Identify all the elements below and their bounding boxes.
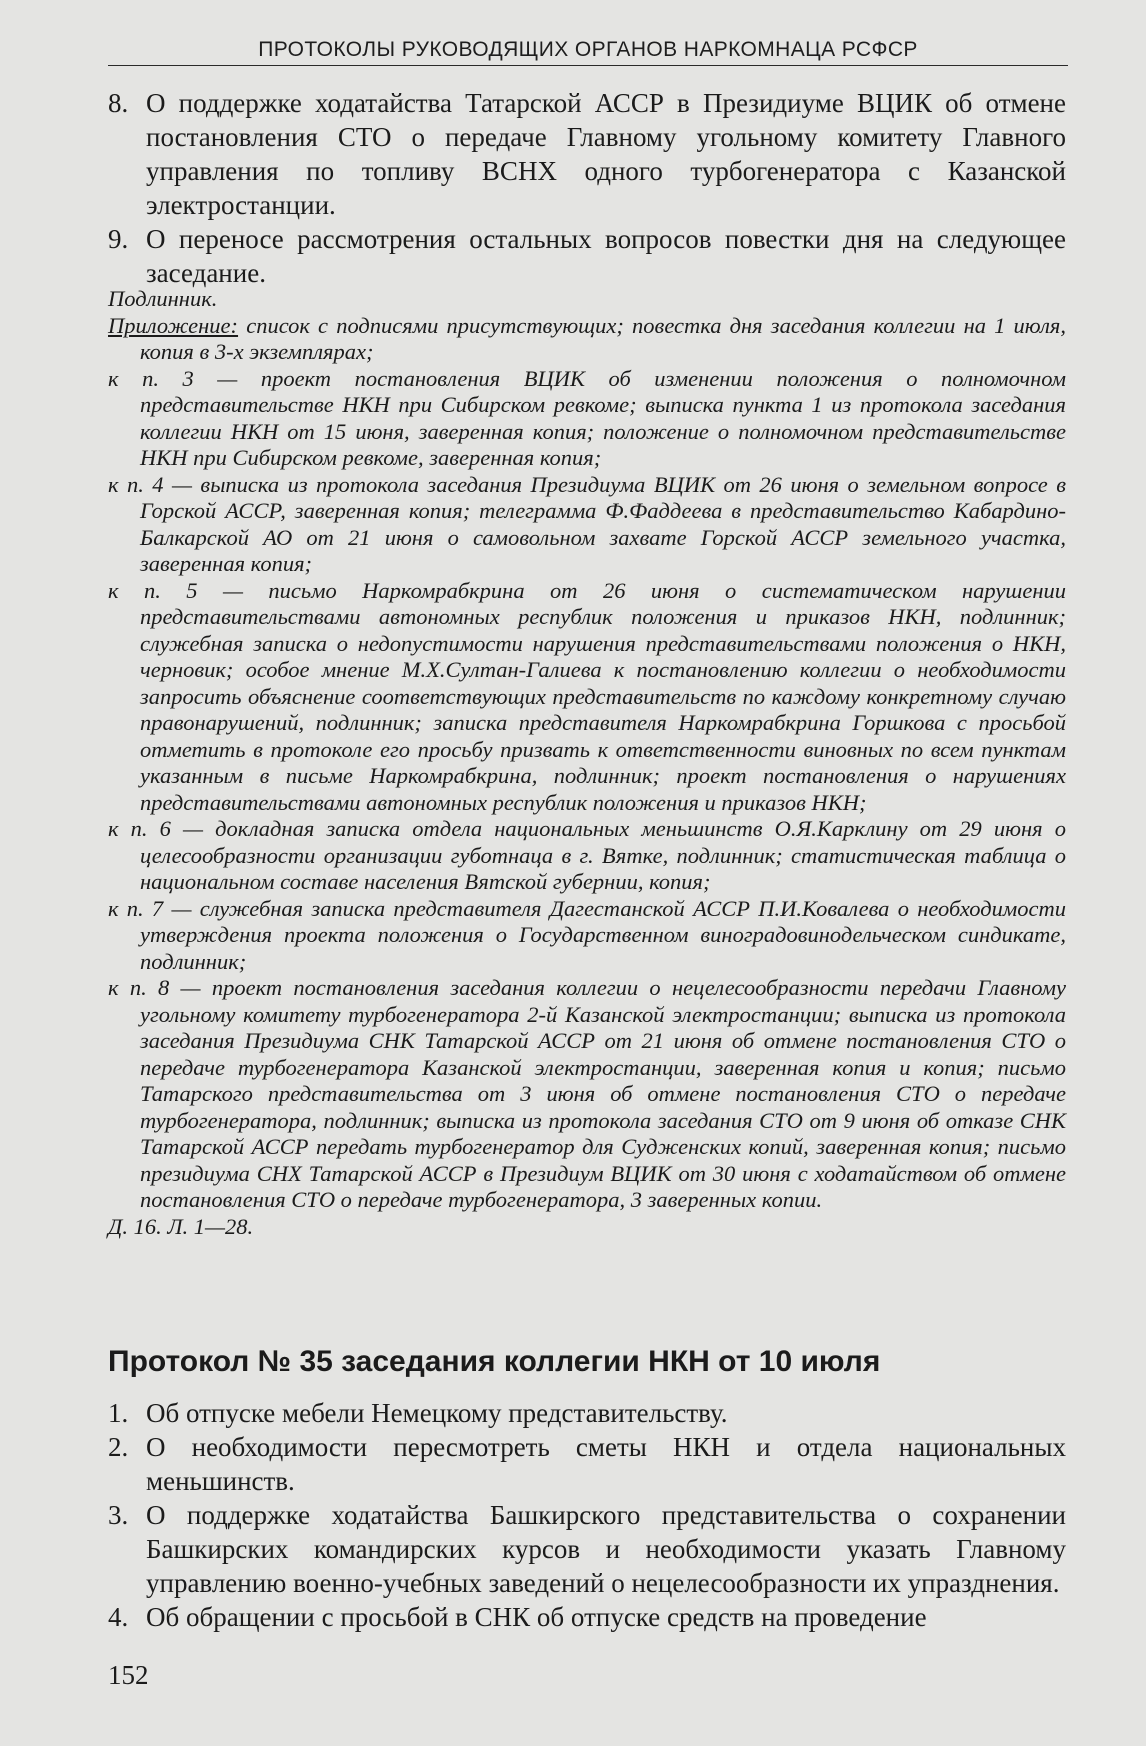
appendix-entry: к п. 5 — письмо Наркомрабкрина от 26 июня о систематическом нарушении представительствами автономных республик положения и приказов НКН, подлинник; служебная записка о недопустимости нарушения представительствами положения о НКН, черновик; особое мнение М.Х.Султан-Галиева к постановлению коллегии о необходимости запросить объяснение соответствующих представительств по каждому конкретному случаю правонарушений, подлинник; записка представителя Наркомрабкрина Горшкова с просьбой отметить в протоколе его просьбу призвать к ответственности виновных по всем пунктам указанным в письме Наркомрабкрина, подлинник; проект постановления о нарушениях представительствами автономных республик положения и приказов НКН;: [108, 577, 1066, 815]
appendix-entry: к п. 8 — проект постановления заседания коллегии о нецелесообразности передачи Главному угольному комитету турбогенератора 2-й Казанской электростанции; выписка из протокола заседания Президиума СНК Татарской АССР от 21 июня об отмене постановления СТО о передаче турбогенератора Казанской электростанции, заверенная копия и копия; письмо Татарского представительства от 3 июня об отмене постановления СТО о передаче турбогенератора, подлинник; выписка из протокола заседания СТО от 9 июня об отказе СНК Татарской АССР передать турбогенератор для Судженских копий, заверенная копия; письмо президиума СНХ Татарской АССР в Президиум ВЦИК от 30 июня с ходатайством об отмене постановления СТО о передаче турбогенератора, 3 заверенных копии.: [108, 975, 1066, 1212]
appendix-note: [108, 313, 1066, 366]
list-item: [108, 1600, 1066, 1634]
item-number: 9.: [108, 224, 129, 254]
list-item: [108, 222, 1066, 290]
list-item: [108, 1498, 1066, 1600]
bottom-item-list: [108, 1396, 1066, 1634]
appendix-entry: к п. 7 — служебная записка представителя Дагестанской АССР П.И.Ковалева о необходимости утверждения проекта положения о Государственном виноградовинодельческом синдикате, подлинник;: [108, 895, 1066, 974]
top-item-list: [108, 86, 1066, 290]
item-number: 2.: [108, 1432, 129, 1462]
appendix-entry: к п. 3 — проект постановления ВЦИК об изменении положения о полномочном представительстве НКН при Сибирском ревкоме; выписка пункта 1 из протокола заседания коллегии НКН от 15 июня, заверенная копия; положение о полномочном представительстве НКН при Сибирском ревкоме, заверенная копия;: [108, 365, 1066, 470]
item-text: О необходимости пересмотреть сметы НКН и отдела национальных меньшинств.: [146, 1432, 1066, 1496]
running-header: ПРОТОКОЛЫ РУКОВОДЯЩИХ ОРГАНОВ НАРКОМНАЦА РСФСР: [258, 38, 918, 61]
item-text: Об обращении с просьбой в СНК об отпуске средств на проведение: [146, 1602, 927, 1632]
appendix-text: список с подписями присутствующих; повестка дня заседания коллегии на 1 июля, копия в 3-х экземплярах;: [140, 312, 1066, 364]
archive-reference: Д. 16. Л. 1—28.: [108, 1213, 254, 1239]
item-number: 1.: [108, 1398, 129, 1428]
page-number: 152: [108, 1660, 149, 1690]
original-note: Подлинник.: [108, 286, 218, 311]
item-text: Об отпуске мебели Немецкому представительству.: [146, 1398, 728, 1428]
header-rule: [108, 65, 1068, 66]
appendix-entry: к п. 4 — выписка из протокола заседания Президиума ВЦИК от 26 июня о земельном вопросе в Горской АССР, заверенная копия; телеграмма Ф.Фаддеева в представительство Кабардино-Балкарской АО от 21 июня о самовольном захвате Горской АССР земельного участка, заверенная копия;: [108, 471, 1066, 576]
archival-notes: [108, 286, 1066, 1240]
item-number: 3.: [108, 1500, 129, 1530]
list-item: [108, 86, 1066, 222]
protocol-title: Протокол № 35 заседания коллегии НКН от 10 июля: [108, 1345, 881, 1378]
item-text: О переносе рассмотрения остальных вопросов повестки дня на следующее заседание.: [146, 224, 1066, 288]
item-text: О поддержке ходатайства Татарской АССР в Президиуме ВЦИК об отмене постановления СТО о передаче Главному угольному комитету Главного управления по топливу ВСНХ одного турбогенератора с Казанской электростанции.: [146, 88, 1066, 220]
appendix-label: Приложение:: [108, 312, 239, 338]
list-item: [108, 1430, 1066, 1498]
item-text: О поддержке ходатайства Башкирского представительства о сохранении Башкирских командирских курсов и необходимости указать Главному управлению военно-учебных заведений о нецелесообразности их упразднения.: [146, 1500, 1066, 1598]
appendix-entry: к п. 6 — докладная записка отдела национальных меньшинств О.Я.Карклину от 29 июня о целесообразности организации губотнаца в г. Вятке, подлинник; статистическая таблица о национальном составе населения Вятской губернии, копия;: [108, 816, 1066, 894]
list-item: [108, 1396, 1066, 1430]
item-number: 4.: [108, 1602, 129, 1632]
item-number: 8.: [108, 88, 129, 118]
